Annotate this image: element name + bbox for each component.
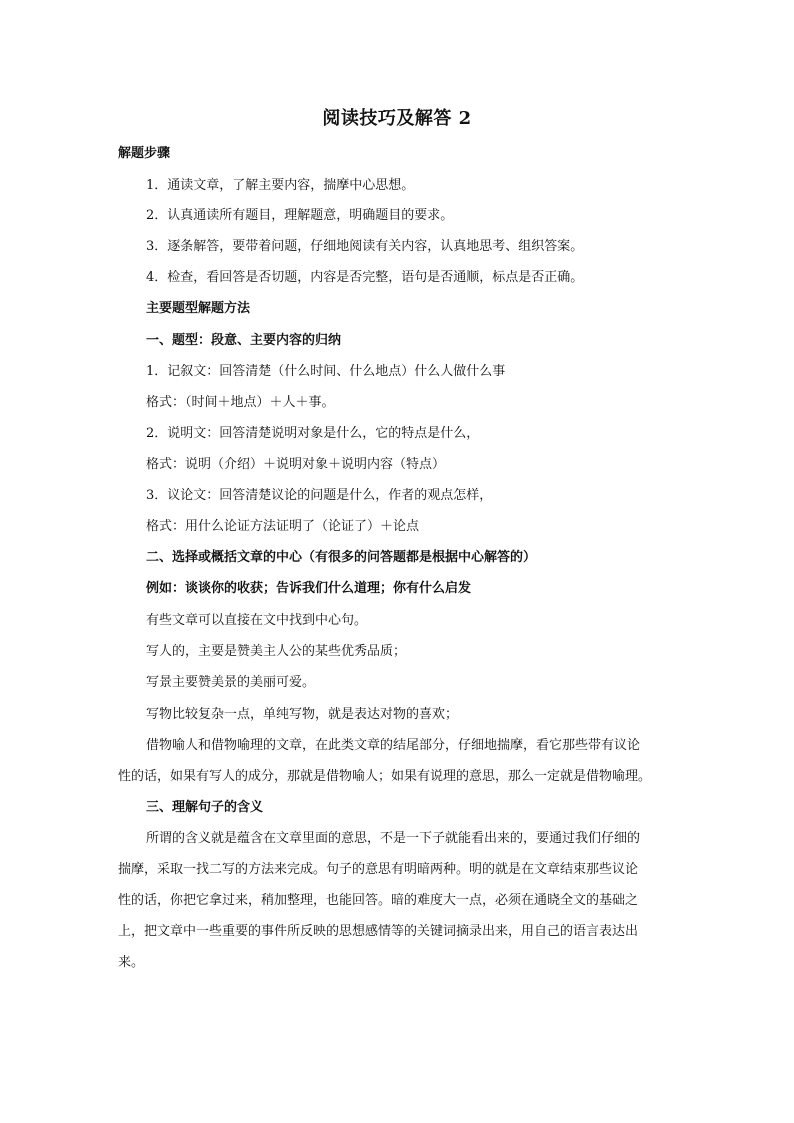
section3-paragraph-line: 性的话，你把它拿过来，稍加整理，也能回答。暗的难度大一点，必须在通晓全文的基础之 [118, 893, 639, 908]
section2-line: 写人的，主要是赞美主人公的某些优秀品质； [146, 644, 407, 659]
section2-heading: 二、选择或概括文章的中心（有很多的问答题都是根据中心解答的） [146, 550, 537, 565]
document-title: 阅读技巧及解答 2 [322, 108, 472, 129]
section3-paragraph-line: 来。 [118, 955, 145, 970]
section3-paragraph-line: 揣摩，采取一找二写的方法来完成。句子的意思有明暗两种。明的就是在文章结束那些议论 [118, 862, 639, 877]
section2-line: 写物比较复杂一点，单纯写物，就是表达对物的喜欢； [146, 707, 459, 722]
methods-heading: 主要题型解题方法 [146, 301, 251, 316]
section3-paragraph-line: 上，把文章中一些重要的事件所反映的思想感情等的关键词摘录出来，用自己的语言表达出 [118, 924, 639, 939]
step-item: 4．检查，看回答是否切题，内容是否完整，语句是否通顺，标点是否正确。 [146, 270, 584, 285]
section2-line: 写景主要赞美景的美丽可爱。 [146, 675, 316, 690]
section3-heading: 三、理解句子的含义 [146, 800, 264, 815]
step-item: 2．认真通读所有题目，理解题意，明确题目的要求。 [146, 208, 454, 223]
step-item: 1．通读文章，了解主要内容，揣摩中心思想。 [146, 178, 415, 193]
section1-line: 2．说明文：回答清楚说明对象是什么，它的特点是什么， [146, 426, 480, 441]
section1-line: 3．议论文：回答清楚议论的问题是什么，作者的观点怎样， [146, 488, 493, 503]
section2-example: 例如：谈谈你的收获；告诉我们什么道理；你有什么启发 [146, 581, 472, 596]
section2-line: 有些文章可以直接在文中找到中心句。 [146, 613, 368, 628]
section2-paragraph-line: 借物喻人和借物喻理的文章，在此类文章的结尾部分，仔细地揣摩，看它那些带有议论 [146, 738, 641, 753]
section1-line: 格式：（时间＋地点）＋人＋事。 [146, 395, 335, 410]
section1-line: 1．记叙文：回答清楚（什么时间、什么地点）什么人做什么事 [146, 364, 506, 379]
section3-paragraph-line: 所谓的含义就是蕴含在文章里面的意思，不是一下子就能看出来的，要通过我们仔细的 [146, 831, 641, 846]
steps-heading: 解题步骤 [118, 146, 171, 161]
section1-heading: 一、题型：段意、主要内容的归纳 [146, 333, 342, 348]
section1-line: 格式：说明（介绍）＋说明对象＋说明内容（特点） [146, 457, 446, 472]
step-item: 3．逐条解答，要带着问题，仔细地阅读有关内容，认真地思考、组织答案。 [146, 239, 584, 254]
section2-paragraph-line: 性的话，如果有写人的成分，那就是借物喻人；如果有说理的意思，那么一定就是借物喻理。 [118, 769, 652, 784]
section1-line: 格式：用什么论证方法证明了（论证了）＋论点 [146, 519, 420, 534]
